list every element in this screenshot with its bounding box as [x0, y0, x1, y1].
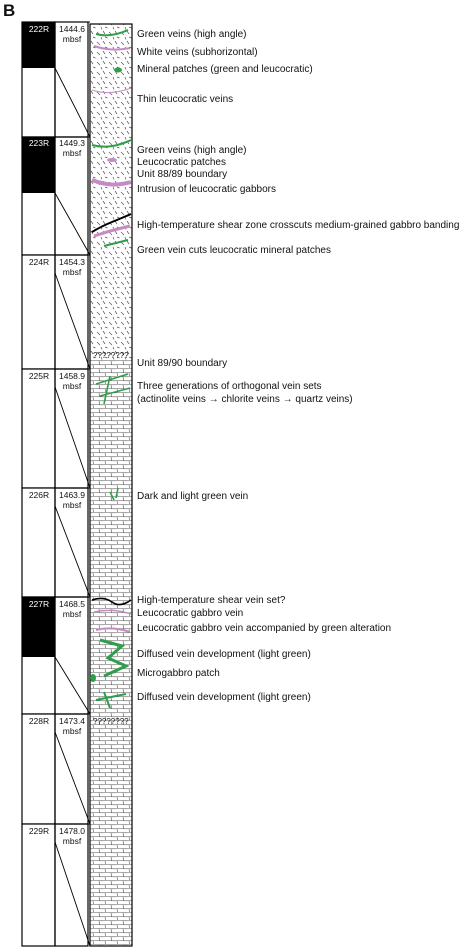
depth-value: 1449.3	[59, 138, 85, 148]
depth-label-228r	[57, 716, 87, 736]
depth-value: 1463.9	[59, 490, 85, 500]
depth-value: 1473.4	[59, 716, 85, 726]
depth-label-229r	[57, 826, 87, 846]
depth-unit: mbsf	[62, 381, 82, 391]
annotation-green-veins-2: Green veins (high angle)	[137, 145, 247, 156]
microgabbro-patch-mark	[90, 674, 96, 682]
unknown-boundary-marks-2: ????????	[93, 717, 129, 726]
core-box-226r	[22, 488, 55, 597]
core-label-223r: 223R	[28, 138, 50, 148]
core-box-225r	[22, 369, 55, 488]
depth-label-223r	[57, 138, 87, 158]
annotation-dark-light-green-vein: Dark and light green vein	[137, 491, 249, 502]
depth-label-222r	[57, 24, 87, 44]
depth-unit: mbsf	[62, 609, 82, 619]
annotation-shear-zone: High-temperature shear zone crosscuts medium-grained gabbro banding	[137, 220, 460, 231]
depth-value: 1454.3	[59, 257, 85, 267]
core-label-222r: 222R	[28, 24, 50, 34]
connector-line-229r	[55, 842, 90, 946]
depth-unit: mbsf	[62, 836, 82, 846]
depth-label-227r	[57, 599, 87, 619]
annotation-green-vein-cut: Green vein cuts leucocratic mineral patches	[137, 245, 331, 256]
lithology-lower-gabbro	[90, 360, 132, 946]
annotation-leucocratic-gabbro-vein-alteration: Leucocratic gabbro vein accompanied by green alteration	[137, 623, 392, 634]
connector-line-225r	[55, 387, 90, 488]
depth-unit: mbsf	[62, 34, 82, 44]
connector-line-224r	[55, 273, 90, 369]
depth-value: 1458.9	[59, 371, 85, 381]
annotation-orthogonal-vein-sets: Three generations of orthogonal vein sets	[137, 381, 322, 392]
depth-unit: mbsf	[62, 148, 82, 158]
unknown-boundary-marks: ????????	[93, 351, 129, 360]
core-box-228r	[22, 714, 55, 824]
core-box-224r	[22, 255, 55, 369]
depth-unit: mbsf	[62, 500, 82, 510]
leucocratic-patch-mark	[107, 158, 117, 162]
annotation-mineral-patches: Mineral patches (green and leucocratic)	[137, 64, 313, 75]
annotation-thin-leucocratic-veins: Thin leucocratic veins	[137, 94, 234, 105]
core-label-228r: 228R	[28, 716, 50, 726]
connector-line-222r	[55, 68, 90, 137]
annotation-leucocratic-patches: Leucocratic patches	[137, 157, 226, 168]
annotation-diffused-vein: Diffused vein development (light green)	[137, 649, 311, 660]
connector-line-228r	[55, 732, 90, 824]
core-label-229r: 229R	[28, 826, 50, 836]
lithology-upper-gabbro	[90, 24, 132, 360]
connector-line-226r	[55, 506, 90, 597]
annotation-vein-sequence: (actinolite veins → chlorite veins → quartz veins)	[137, 394, 353, 405]
annotation-unit-89-90-boundary: Unit 89/90 boundary	[137, 358, 228, 369]
annotation-shear-vein-set: High-temperature shear vein set?	[137, 595, 286, 606]
mineral-patch-mark	[114, 68, 122, 73]
depth-label-224r	[57, 257, 87, 277]
annotation-intrusion: Intrusion of leucocratic gabbors	[137, 184, 276, 195]
depth-value: 1468.5	[59, 599, 85, 609]
connector-line-227r	[55, 657, 90, 714]
panel-label: B	[3, 1, 16, 20]
depth-label-225r	[57, 371, 87, 391]
core-box-229r	[22, 824, 55, 946]
core-label-224r: 224R	[28, 257, 50, 267]
annotation-unit-88-89-boundary: Unit 88/89 boundary	[137, 169, 228, 180]
connector-line-223r	[55, 193, 90, 255]
depth-value: 1478.0	[59, 826, 85, 836]
core-label-227r: 227R	[28, 599, 50, 609]
annotation-diffused-vein-2: Diffused vein development (light green)	[137, 692, 311, 703]
annotation-microgabbro-patch: Microgabbro patch	[137, 668, 220, 679]
core-label-225r: 225R	[28, 371, 50, 381]
core-label-226r: 226R	[28, 490, 50, 500]
depth-unit: mbsf	[62, 726, 82, 736]
depth-value: 1444.6	[59, 24, 85, 34]
annotation-leucocratic-gabbro-vein: Leucocratic gabbro vein	[137, 608, 244, 619]
depth-label-226r	[57, 490, 87, 510]
annotation-green-veins: Green veins (high angle)	[137, 29, 247, 40]
depth-unit: mbsf	[62, 267, 82, 277]
annotation-white-veins: White veins (subhorizontal)	[137, 47, 258, 58]
